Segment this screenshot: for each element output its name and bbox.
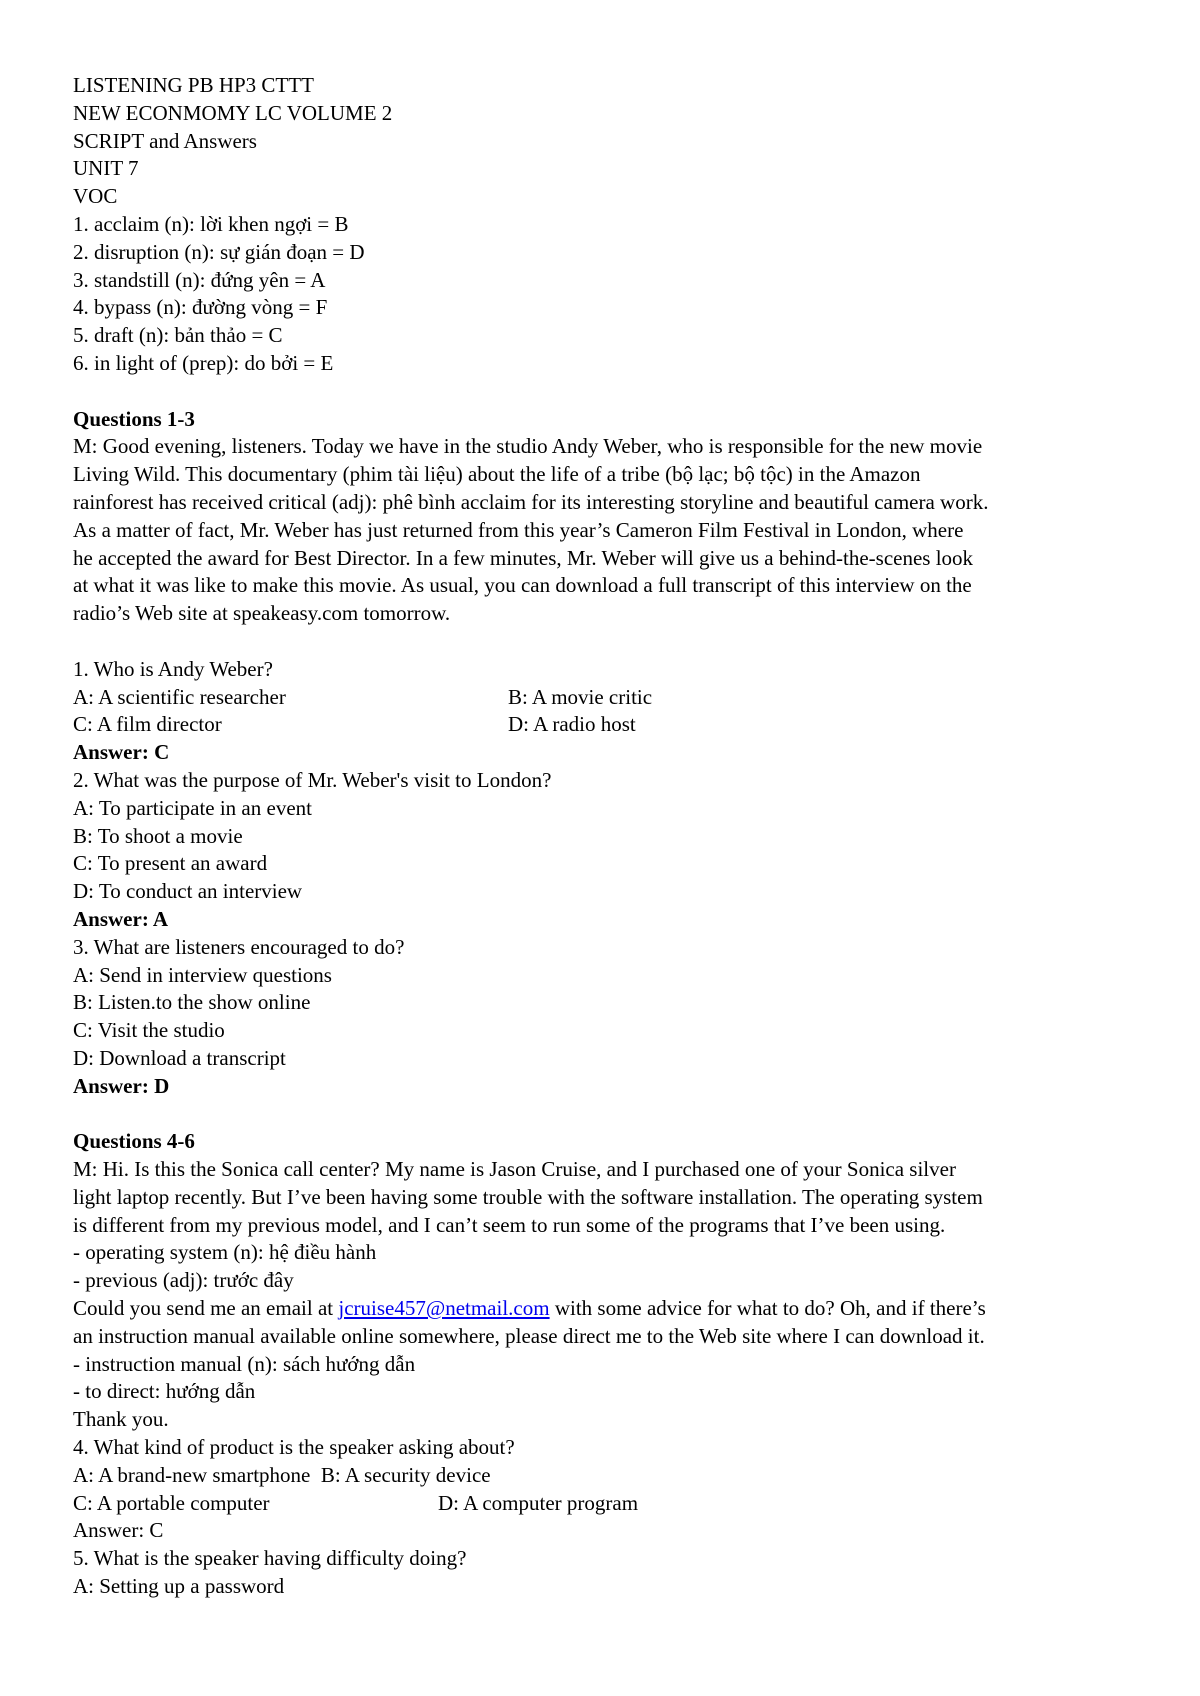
options-ab: A: A brand-new smartphone B: A security device xyxy=(73,1462,491,1487)
question-5: 5. What is the speaker having difficulty doing? xyxy=(73,1546,467,1571)
option-a: A: To participate in an event xyxy=(73,795,312,820)
voc-item: 1. acclaim (n): lời khen ngợi = B xyxy=(73,211,349,236)
vocab-note: - operating system (n): hệ điều hành xyxy=(73,1240,377,1265)
script-line: M: Hi. Is this the Sonica call center? My name is Jason Cruise, and I purchased one of your Sonica silver xyxy=(73,1157,956,1182)
option-a: A: Send in interview questions xyxy=(73,962,332,987)
question-1: 1. Who is Andy Weber? xyxy=(73,656,273,681)
answer-3: Answer: D xyxy=(73,1073,170,1098)
option-d: D: To conduct an interview xyxy=(73,879,303,904)
voc-item: 4. bypass (n): đường vòng = F xyxy=(73,295,328,320)
option-c: C: Visit the studio xyxy=(73,1018,225,1043)
voc-item: 5. draft (n): bản thảo = C xyxy=(73,323,283,348)
option-d: D: Download a transcript xyxy=(73,1045,286,1070)
script-line: is different from my previous model, and I can’t seem to run some of the programs that I’ve been using. xyxy=(73,1212,946,1237)
option-c: C: A portable computer xyxy=(73,1490,270,1515)
voc-item: 3. standstill (n): đứng yên = A xyxy=(73,267,326,292)
vocab-note: - instruction manual (n): sách hướng dẫn xyxy=(73,1351,416,1376)
voc-item: 2. disruption (n): sự gián đoạn = D xyxy=(73,239,365,264)
question-4: 4. What kind of product is the speaker asking about? xyxy=(73,1435,515,1460)
script-line: M: Good evening, listeners. Today we have in the studio Andy Weber, who is responsible for the new movie xyxy=(73,434,983,459)
script-line: at what it was like to make this movie. As usual, you can download a full transcript of this interview on the xyxy=(73,573,972,598)
option-b: B: Listen.to the show online xyxy=(73,990,311,1015)
voc-title: VOC xyxy=(73,184,118,209)
doc-script-label: SCRIPT and Answers xyxy=(73,128,257,153)
vocab-note: - to direct: hướng dẫn xyxy=(73,1379,256,1404)
option-c: C: To present an award xyxy=(73,851,268,876)
script-line: Living Wild. This documentary (phim tài liệu) about the life of a tribe (bộ lạc; bộ tộc) in the Amazon xyxy=(73,462,921,487)
doc-title: LISTENING PB HP3 CTTT xyxy=(73,73,314,97)
options-row xyxy=(73,684,1143,712)
option-b: B: A movie critic xyxy=(508,684,653,709)
email-link[interactable]: jcruise457@netmail.com xyxy=(338,1296,550,1321)
script-line: As a matter of fact, Mr. Weber has just returned from this year’s Cameron Film Festival in London, where xyxy=(73,517,964,542)
script-line: an instruction manual available online somewhere, please direct me to the Web site where I can download it. xyxy=(73,1323,985,1348)
options-row xyxy=(73,711,1143,739)
script-line: Thank you. xyxy=(73,1407,169,1432)
script-line: radio’s Web site at speakeasy.com tomorrow. xyxy=(73,601,451,626)
option-a: A: Setting up a password xyxy=(73,1574,285,1599)
email-prefix: Could you send me an email at xyxy=(73,1296,339,1321)
script-line: light laptop recently. But I’ve been having some trouble with the software installation. The operating system xyxy=(73,1184,983,1209)
section-heading-q1-3: Questions 1-3 xyxy=(73,406,195,431)
doc-unit: UNIT 7 xyxy=(73,156,139,181)
doc-subtitle: NEW ECONMOMY LC VOLUME 2 xyxy=(73,100,393,125)
email-suffix: with some advice for what to do? Oh, and if there’s xyxy=(549,1296,986,1321)
options-row xyxy=(73,1490,1143,1518)
section-heading-q4-6: Questions 4-6 xyxy=(73,1129,195,1154)
script-line: rainforest has received critical (adj): phê bình acclaim for its interesting storyline and beautiful camera work. xyxy=(73,489,989,514)
option-c: C: A film director xyxy=(73,712,222,737)
answer-2: Answer: A xyxy=(73,906,169,931)
option-a: A: A scientific researcher xyxy=(73,684,286,709)
vocab-note: - previous (adj): trước đây xyxy=(73,1268,294,1293)
option-d: D: A computer program xyxy=(438,1490,639,1515)
script-line-email xyxy=(73,1295,1143,1323)
question-2: 2. What was the purpose of Mr. Weber's visit to London? xyxy=(73,767,552,792)
spacer xyxy=(73,378,1143,406)
spacer xyxy=(73,1100,1143,1128)
script-line: he accepted the award for Best Director. In a few minutes, Mr. Weber will give us a behind-the-scenes look xyxy=(73,545,974,570)
document-content xyxy=(73,72,1143,1601)
voc-item: 6. in light of (prep): do bởi = E xyxy=(73,350,334,375)
option-b: B: To shoot a movie xyxy=(73,823,243,848)
question-3: 3. What are listeners encouraged to do? xyxy=(73,934,405,959)
spacer xyxy=(73,628,1143,656)
answer-4: Answer: C xyxy=(73,1518,164,1543)
option-d: D: A radio host xyxy=(508,712,636,737)
answer-1: Answer: C xyxy=(73,740,170,765)
